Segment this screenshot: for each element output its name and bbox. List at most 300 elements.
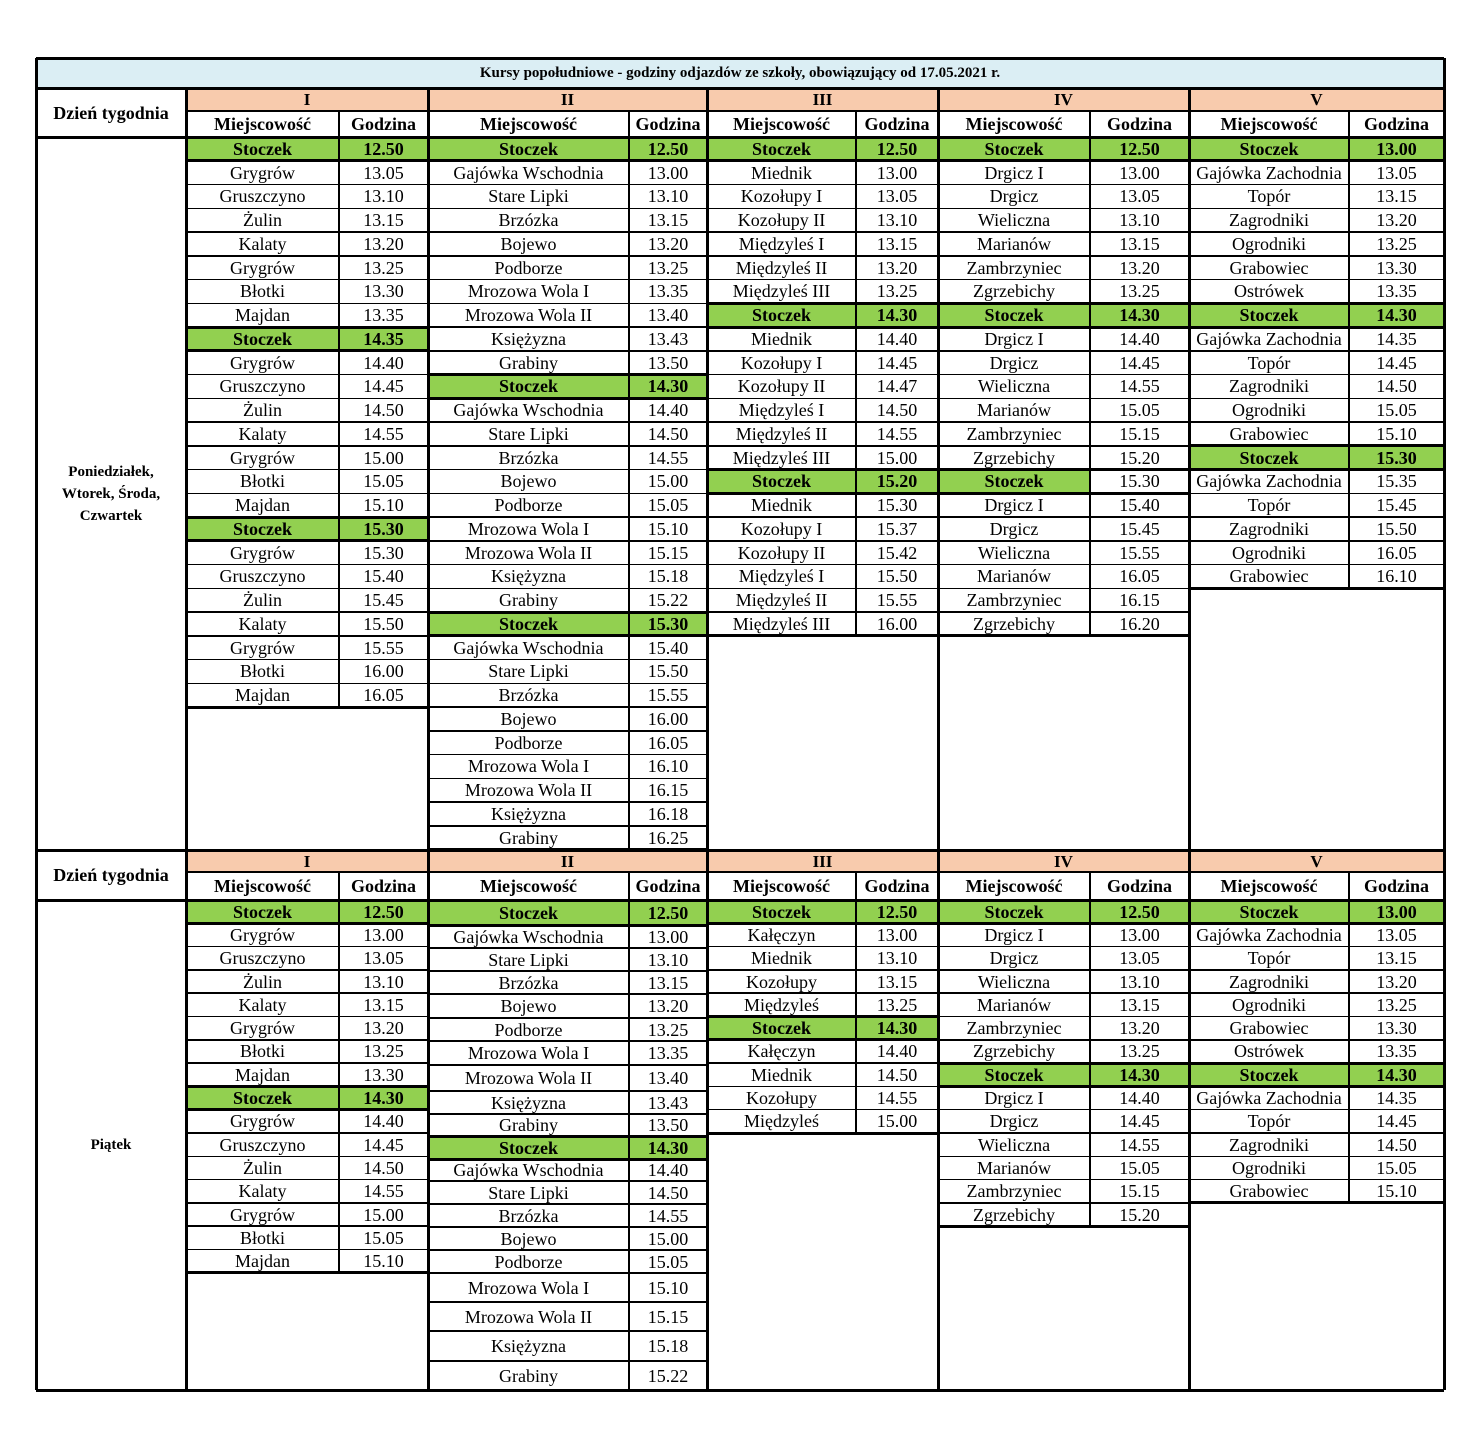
stop-time: 14.40 <box>1119 328 1160 349</box>
grid-line <box>1189 231 1444 233</box>
stop-place: Wieliczna <box>977 542 1051 563</box>
column-divider <box>338 872 340 1273</box>
stop-time: 13.25 <box>1119 281 1160 302</box>
route-end-line <box>186 1271 428 1274</box>
column-divider <box>1089 111 1091 636</box>
grid-line <box>938 1016 1189 1018</box>
page-title: Kursy popołudniowe - godziny odjazdów ze szkoły, obowiązujący od 17.05.2021 r. <box>36 58 1444 88</box>
stop-time: 15.05 <box>1376 400 1417 421</box>
grid-line <box>938 1179 1189 1181</box>
stop-place: Podborze <box>494 1019 563 1040</box>
stop-place: Gajówka Wschodnia <box>453 162 604 183</box>
route-end-line <box>1189 587 1444 590</box>
stop-time: 15.50 <box>876 566 918 587</box>
stop-time: 15.10 <box>647 1277 689 1298</box>
stop-place: Zgrzebichy <box>973 1041 1055 1062</box>
stop-place: Żulin <box>243 210 282 231</box>
grid-line <box>428 184 707 186</box>
stop-place: Ogrodniki <box>1232 994 1306 1015</box>
stop-time: 14.50 <box>363 1157 404 1178</box>
grid-line <box>938 279 1189 281</box>
time-column-header: Godzina <box>350 114 416 134</box>
place-column-header: Miejscowość <box>965 876 1063 896</box>
school-stop-place: Stoczek <box>938 1063 1090 1086</box>
grid-line <box>428 516 707 518</box>
stop-place: Żulin <box>243 590 282 611</box>
stop-place: Gajówka Wschodnia <box>453 926 604 947</box>
route-separator <box>1188 850 1191 1390</box>
stop-time: 14.50 <box>363 400 404 421</box>
grid-line <box>1189 302 1444 305</box>
stop-place: Stare Lipki <box>488 423 569 444</box>
time-column-header: Godzina <box>635 876 701 896</box>
grid-line <box>938 184 1189 186</box>
stop-time: 15.22 <box>647 590 689 611</box>
grid-line <box>428 1226 707 1228</box>
stop-time: 15.05 <box>1119 400 1160 421</box>
stop-time: 15.50 <box>363 613 404 634</box>
school-stop-time: 14.30 <box>1090 1063 1189 1086</box>
school-stop-time: 14.30 <box>629 1136 707 1159</box>
grid-line <box>1189 922 1444 925</box>
stop-place: Zambrzyniec <box>966 257 1062 278</box>
grid-line <box>938 969 1189 971</box>
stop-time: 15.05 <box>647 1251 689 1272</box>
column-divider <box>628 111 630 850</box>
school-stop-time: 12.50 <box>1090 900 1189 923</box>
stop-place: Gruszczyno <box>219 1134 306 1155</box>
stop-place: Drgicz I <box>984 162 1044 183</box>
grid-line <box>186 1085 428 1088</box>
stop-time: 13.00 <box>876 162 918 183</box>
route-end-line <box>938 634 1189 637</box>
grid-line <box>428 1301 707 1303</box>
route-header-i: I <box>186 850 428 872</box>
stop-place: Majdan <box>235 1251 290 1272</box>
stop-time: 13.10 <box>363 971 404 992</box>
stop-time: 15.30 <box>363 542 404 563</box>
stop-place: Podborze <box>494 257 563 278</box>
grid-line <box>428 801 707 803</box>
grid-line <box>938 1132 1189 1134</box>
school-stop-time: 14.30 <box>1349 303 1444 327</box>
stop-time: 14.45 <box>1119 352 1160 373</box>
time-column-header: Godzina <box>864 114 930 134</box>
school-stop-place: Stoczek <box>428 1136 629 1159</box>
stop-place: Międzyleś <box>744 994 819 1015</box>
stop-place: Grygrów <box>230 637 295 658</box>
stop-place: Zgrzebichy <box>973 281 1055 302</box>
stop-time: 14.40 <box>647 1160 689 1180</box>
stop-place: Bojewo <box>500 996 557 1016</box>
grid-line <box>186 445 428 447</box>
stop-place: Grygrów <box>230 542 295 563</box>
stop-time: 15.45 <box>1119 518 1160 539</box>
grid-line <box>428 947 707 949</box>
grid-line <box>938 1109 1189 1111</box>
grid-line <box>186 539 428 542</box>
column-divider <box>338 111 340 707</box>
grid-line <box>1189 540 1444 542</box>
stop-place: Błotki <box>239 661 285 682</box>
route-header-i: I <box>186 88 428 111</box>
school-stop-time: 14.30 <box>1090 303 1189 327</box>
stop-place: Kałęczyn <box>747 924 816 945</box>
stop-time: 13.00 <box>363 924 404 945</box>
grid-line <box>707 184 938 186</box>
stop-time: 16.20 <box>1119 613 1160 634</box>
stop-place: Topór <box>1247 1111 1291 1132</box>
grid-line <box>428 1017 707 1019</box>
time-column-header: Godzina <box>1106 876 1172 896</box>
stop-time: 14.55 <box>647 1205 689 1226</box>
grid-line <box>186 469 428 471</box>
stop-place: Księżyzna <box>491 328 566 349</box>
stop-time: 14.40 <box>876 1041 918 1062</box>
stop-place: Stare Lipki <box>488 661 569 682</box>
stop-place: Marianów <box>977 994 1051 1015</box>
grid-line <box>186 1039 428 1041</box>
grid-line <box>428 373 707 376</box>
stop-time: 13.35 <box>1376 281 1417 302</box>
grid-line <box>428 326 707 328</box>
stop-time: 13.00 <box>1119 162 1160 183</box>
stop-place: Kałęczyn <box>747 1041 816 1062</box>
grid-line <box>428 1090 707 1092</box>
stop-time: 15.20 <box>1119 447 1160 468</box>
route-header-v: V <box>1189 850 1444 872</box>
grid-line <box>186 1179 428 1181</box>
grid-line <box>428 303 707 305</box>
stop-place: Drgicz <box>989 186 1039 207</box>
grid-line <box>707 1015 938 1018</box>
stop-place: Kozołupy I <box>740 352 823 373</box>
stop-place: Topór <box>1247 495 1291 516</box>
header-bottom-line <box>36 899 1444 902</box>
stop-time: 15.00 <box>876 447 918 468</box>
stop-time: 15.05 <box>647 495 689 516</box>
time-column-header: Godzina <box>1106 114 1172 134</box>
stop-time: 15.55 <box>363 637 404 658</box>
grid-line <box>938 468 1189 471</box>
stop-time: 13.15 <box>1119 994 1160 1015</box>
stop-place: Kozołupy I <box>740 186 823 207</box>
stop-place: Drgicz <box>989 1111 1039 1132</box>
stop-time: 15.05 <box>363 1227 404 1248</box>
stop-time: 15.37 <box>876 518 918 539</box>
grid-line <box>428 634 707 637</box>
school-stop-place: Stoczek <box>428 375 629 399</box>
stop-time: 15.10 <box>1376 1181 1417 1202</box>
stop-time: 13.20 <box>1376 971 1417 992</box>
grid-line <box>428 1203 707 1205</box>
route-separator <box>185 850 188 1390</box>
stop-time: 15.00 <box>647 471 689 492</box>
stop-place: Bojewo <box>500 708 557 729</box>
stop-place: Grygrów <box>230 257 295 278</box>
school-stop-place: Stoczek <box>707 470 856 494</box>
grid-line <box>186 659 428 661</box>
stop-time: 16.05 <box>1376 542 1417 563</box>
stop-place: Zambrzyniec <box>966 423 1062 444</box>
grid-line <box>186 349 428 352</box>
grid-line <box>428 1180 707 1182</box>
grid-line <box>938 231 1189 233</box>
grid-line <box>186 1108 428 1111</box>
school-stop-time: 13.00 <box>1349 900 1444 923</box>
stop-place: Kalaty <box>238 613 287 634</box>
school-stop-time: 12.50 <box>629 137 707 161</box>
stop-time: 13.25 <box>1376 994 1417 1015</box>
grid-line <box>186 255 428 257</box>
stop-time: 13.43 <box>647 1092 689 1113</box>
stop-time: 14.47 <box>876 376 918 397</box>
stop-place: Grygrów <box>230 1111 295 1132</box>
stop-time: 15.40 <box>647 637 689 658</box>
stop-place: Ostrówek <box>1234 1041 1304 1062</box>
stop-place: Księżyzna <box>491 1336 566 1356</box>
stop-place: Majdan <box>235 305 290 326</box>
place-column-header: Miejscowość <box>480 876 577 896</box>
stop-time: 16.05 <box>1119 566 1160 587</box>
grid-line <box>1189 208 1444 210</box>
route-header-iv: IV <box>938 88 1189 111</box>
school-stop-place: Stoczek <box>1189 1063 1349 1086</box>
stop-time: 13.50 <box>647 1115 689 1135</box>
stop-time: 15.00 <box>363 1204 404 1225</box>
stop-time: 16.25 <box>647 827 689 848</box>
stop-time: 13.05 <box>363 162 404 183</box>
stop-place: Wieliczna <box>977 210 1051 231</box>
stop-place: Kozołupy <box>746 971 817 992</box>
school-stop-place: Stoczek <box>1189 446 1349 470</box>
frame-bottom <box>36 1389 1444 1392</box>
route-header-iii: III <box>707 88 938 111</box>
grid-line <box>707 492 938 495</box>
route-separator <box>706 850 709 1390</box>
roman-row-line <box>186 110 1444 112</box>
grid-line <box>186 564 428 566</box>
stop-place: Wieliczna <box>977 971 1051 992</box>
grid-line <box>1189 564 1444 566</box>
place-column-header: Miejscowość <box>965 114 1063 134</box>
stop-place: Marianów <box>977 233 1051 254</box>
grid-line <box>428 993 707 995</box>
column-divider <box>1348 872 1350 1203</box>
stop-place: Wieliczna <box>977 376 1051 397</box>
stop-place: Bojewo <box>500 1228 557 1249</box>
stop-time: 14.40 <box>363 1111 404 1132</box>
stop-time: 15.45 <box>1376 495 1417 516</box>
route-separator <box>427 850 430 1390</box>
stop-time: 15.15 <box>1119 423 1160 444</box>
grid-line <box>707 1038 938 1041</box>
stop-place: Marianów <box>977 1157 1051 1178</box>
grid-line <box>707 1062 938 1064</box>
stop-place: Topór <box>1247 186 1291 207</box>
grid-line <box>938 1085 1189 1088</box>
stop-place: Błotki <box>239 281 285 302</box>
stop-place: Ogrodniki <box>1232 1157 1306 1178</box>
stop-time: 13.43 <box>647 328 689 349</box>
route-separator <box>937 88 940 850</box>
grid-line <box>186 279 428 281</box>
stop-time: 13.15 <box>876 233 918 254</box>
stop-place: Miednik <box>751 495 812 516</box>
grid-line <box>938 445 1189 447</box>
stop-place: Mrozowa Wola I <box>467 1277 590 1298</box>
school-stop-time: 12.50 <box>856 900 938 923</box>
stop-place: Błotki <box>239 1227 285 1248</box>
stop-place: Zagrodniki <box>1229 971 1309 992</box>
stop-time: 15.30 <box>876 495 918 516</box>
stop-place: Mrozowa Wola II <box>464 1068 593 1088</box>
grid-line <box>428 1135 707 1138</box>
place-column-header: Miejscowość <box>480 114 577 134</box>
grid-line <box>428 1249 707 1251</box>
stop-time: 15.15 <box>647 542 689 563</box>
stop-time: 13.25 <box>876 994 918 1015</box>
stop-place: Kozołupy I <box>740 518 823 539</box>
stop-place: Międzyleś I <box>738 400 825 421</box>
school-stop-place: Stoczek <box>938 470 1090 494</box>
grid-line <box>428 1113 707 1115</box>
stop-place: Topór <box>1247 948 1291 969</box>
stop-time: 16.10 <box>1376 566 1417 587</box>
stop-place: Międzyleś III <box>732 281 831 302</box>
grid-line <box>186 969 428 971</box>
stop-time: 13.25 <box>363 257 404 278</box>
stop-place: Miednik <box>751 948 812 969</box>
place-column-header: Miejscowość <box>214 114 311 134</box>
section-divider <box>36 849 1444 852</box>
stop-time: 13.20 <box>363 233 404 254</box>
stop-place: Grabowiec <box>1229 566 1309 587</box>
stop-place: Grabowiec <box>1229 257 1309 278</box>
stop-place: Gajówka Wschodnia <box>453 637 604 658</box>
stop-place: Gruszczyno <box>219 186 306 207</box>
stop-place: Gajówka Wschodnia <box>453 400 604 421</box>
stop-time: 15.05 <box>1376 1157 1417 1178</box>
stop-time: 13.20 <box>1376 210 1417 231</box>
school-stop-place: Stoczek <box>186 900 339 923</box>
route-separator <box>1188 88 1191 850</box>
stop-time: 13.25 <box>647 1019 689 1040</box>
grid-line <box>428 397 707 400</box>
school-stop-place: Stoczek <box>938 137 1090 161</box>
stop-place: Ogrodniki <box>1232 400 1306 421</box>
stop-place: Stare Lipki <box>488 186 569 207</box>
stop-time: 13.40 <box>647 1068 689 1088</box>
stop-place: Międzyleś I <box>738 566 825 587</box>
stop-time: 14.55 <box>876 423 918 444</box>
stop-place: Podborze <box>494 732 563 753</box>
school-stop-time: 12.50 <box>339 137 428 161</box>
school-stop-time: 12.50 <box>339 900 428 923</box>
stop-place: Grabowiec <box>1229 1018 1309 1039</box>
stop-place: Kalaty <box>238 233 287 254</box>
route-end-line <box>707 1132 938 1135</box>
school-stop-time: 12.50 <box>629 900 707 925</box>
grid-line <box>186 1016 428 1018</box>
time-column-header: Godzina <box>864 876 930 896</box>
stop-time: 14.45 <box>363 1134 404 1155</box>
grid-line <box>707 992 938 994</box>
grid-line <box>1189 326 1444 329</box>
grid-line <box>938 421 1189 423</box>
stop-time: 16.00 <box>647 708 689 729</box>
grid-line <box>938 255 1189 257</box>
stop-time: 13.25 <box>1376 233 1417 254</box>
grid-line <box>1189 1085 1444 1088</box>
stop-place: Miednik <box>751 162 812 183</box>
grid-line <box>1189 468 1444 471</box>
stop-place: Błotki <box>239 471 285 492</box>
grid-line <box>938 302 1189 305</box>
grid-line <box>938 588 1189 590</box>
stop-place: Kalaty <box>238 994 287 1015</box>
stop-place: Kozołupy II <box>737 376 826 397</box>
grid-line <box>1189 350 1444 352</box>
stop-place: Międzyleś II <box>735 423 828 444</box>
stop-time: 15.55 <box>876 590 918 611</box>
stop-place: Podborze <box>494 1251 563 1272</box>
stop-place: Zgrzebichy <box>973 1204 1055 1225</box>
stop-time: 13.00 <box>647 162 689 183</box>
stop-time: 15.55 <box>1119 542 1160 563</box>
grid-line <box>428 208 707 210</box>
school-stop-time: 15.30 <box>1119 471 1160 492</box>
stop-time: 15.15 <box>1119 1181 1160 1202</box>
stop-place: Ogrodniki <box>1232 233 1306 254</box>
grid-line <box>1189 255 1444 257</box>
stop-time: 16.15 <box>647 780 689 801</box>
grid-line <box>428 564 707 566</box>
stop-time: 14.40 <box>1119 1088 1160 1109</box>
frame-top <box>36 57 1444 60</box>
stop-place: Wieliczna <box>977 1134 1051 1155</box>
route-separator <box>937 850 940 1390</box>
grid-line <box>186 683 428 685</box>
time-column-header: Godzina <box>1363 114 1429 134</box>
grid-line <box>428 540 707 542</box>
stop-time: 14.55 <box>363 423 404 444</box>
stop-place: Międzyleś III <box>732 613 831 634</box>
stop-place: Zambrzyniec <box>966 1181 1062 1202</box>
stop-time: 13.20 <box>876 257 918 278</box>
stop-time: 13.35 <box>1376 1041 1417 1062</box>
stop-time: 16.05 <box>363 685 404 706</box>
grid-line <box>1189 1179 1444 1181</box>
stop-place: Zgrzebichy <box>973 447 1055 468</box>
stop-place: Mrozowa Wola I <box>467 518 590 539</box>
grid-line <box>186 326 428 329</box>
grid-line <box>186 184 428 186</box>
stop-place: Mrozowa Wola II <box>464 305 593 326</box>
grid-line <box>428 754 707 756</box>
stop-place: Księżyzna <box>491 566 566 587</box>
grid-line <box>186 516 428 519</box>
stop-time: 15.22 <box>647 1365 689 1386</box>
grid-line <box>428 1040 707 1042</box>
school-stop-time: 14.30 <box>1349 1063 1444 1086</box>
stop-place: Grygrów <box>230 352 295 373</box>
grid-line <box>428 659 707 661</box>
stop-place: Mrozowa Wola II <box>464 780 593 801</box>
place-column-header: Miejscowość <box>214 876 311 896</box>
stop-time: 15.00 <box>876 1111 918 1132</box>
school-stop-time: 13.00 <box>1349 137 1444 161</box>
